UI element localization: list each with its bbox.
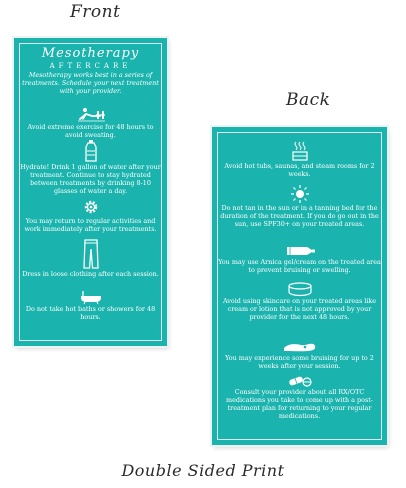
back-item-medications — [216, 375, 383, 420]
back-item-bruising — [216, 339, 383, 370]
back-item-arnica — [216, 245, 383, 274]
clothing-icon — [83, 239, 99, 269]
back-item-text: Do not tan in the sun or in a tanning bed for the duration of the treatment. If you do go out in the sun, use SPF30+ on your treated areas. — [220, 204, 379, 228]
back-item-skincare — [216, 282, 383, 321]
pills-icon — [288, 375, 312, 387]
front-item-text: Dress in loose clothing after each session. — [22, 270, 159, 278]
intro-text: Mesotherapy works best in a series of treatments. Schedule your next treatment with your provider. — [22, 71, 159, 95]
bath-icon — [80, 290, 102, 304]
front-item-hydrate — [18, 140, 163, 195]
sauna-icon — [292, 141, 308, 161]
footer-label: Double Sided Print — [121, 461, 285, 480]
back-item-text: You may use Arnica gel/cream on the treated area to prevent bruising or swelling. — [218, 258, 381, 274]
gear-icon — [82, 198, 100, 216]
back-item-text: Avoid using skincare on your treated areas like cream or lotion that is not approved by your provider for the next 48 hours. — [222, 297, 377, 321]
front-item-text: Do not take hot baths or showers for 48 hours. — [25, 305, 156, 321]
card-title: Mesotherapy — [41, 46, 140, 61]
front-card — [14, 38, 167, 346]
back-item-text: Consult your provider about all RX/OTC medications you take to come up with a post-treatment plan for returning to your regular medications. — [226, 388, 373, 420]
front-item-clothing — [18, 239, 163, 278]
back-item-sauna — [216, 141, 383, 178]
back-card — [212, 127, 387, 445]
cream-tube-icon — [285, 245, 315, 257]
front-item-text: Hydrate! Drink 1 gallon of water after your treatment. Continue to stay hydrated between treatments by drinking 8-10 glasses of water a day. — [20, 163, 161, 195]
exercise-icon — [76, 106, 106, 122]
front-item-text: You may return to regular activities and work immediately after your treatments. — [24, 217, 157, 233]
sun-icon — [291, 185, 309, 203]
back-item-text: Avoid hot tubs, saunas, and steam rooms for 2 weeks. — [224, 162, 375, 178]
back-item-text: You may experience some bruising for up to 2 weeks after your session. — [225, 354, 374, 370]
front-item-activities — [18, 198, 163, 233]
back-item-sun — [216, 185, 383, 228]
front-label: Front — [70, 2, 121, 22]
card-subtitle: AFTERCARE — [49, 62, 132, 70]
water-bottle-icon — [84, 140, 98, 162]
front-item-text: Avoid extreme exercise for 48 hours to avoid sweating. — [27, 123, 154, 139]
front-item-bath — [18, 290, 163, 321]
front-item-exercise — [18, 106, 163, 139]
skincare-jar-icon — [288, 282, 312, 296]
arm-icon — [283, 339, 317, 353]
back-label: Back — [286, 90, 331, 110]
